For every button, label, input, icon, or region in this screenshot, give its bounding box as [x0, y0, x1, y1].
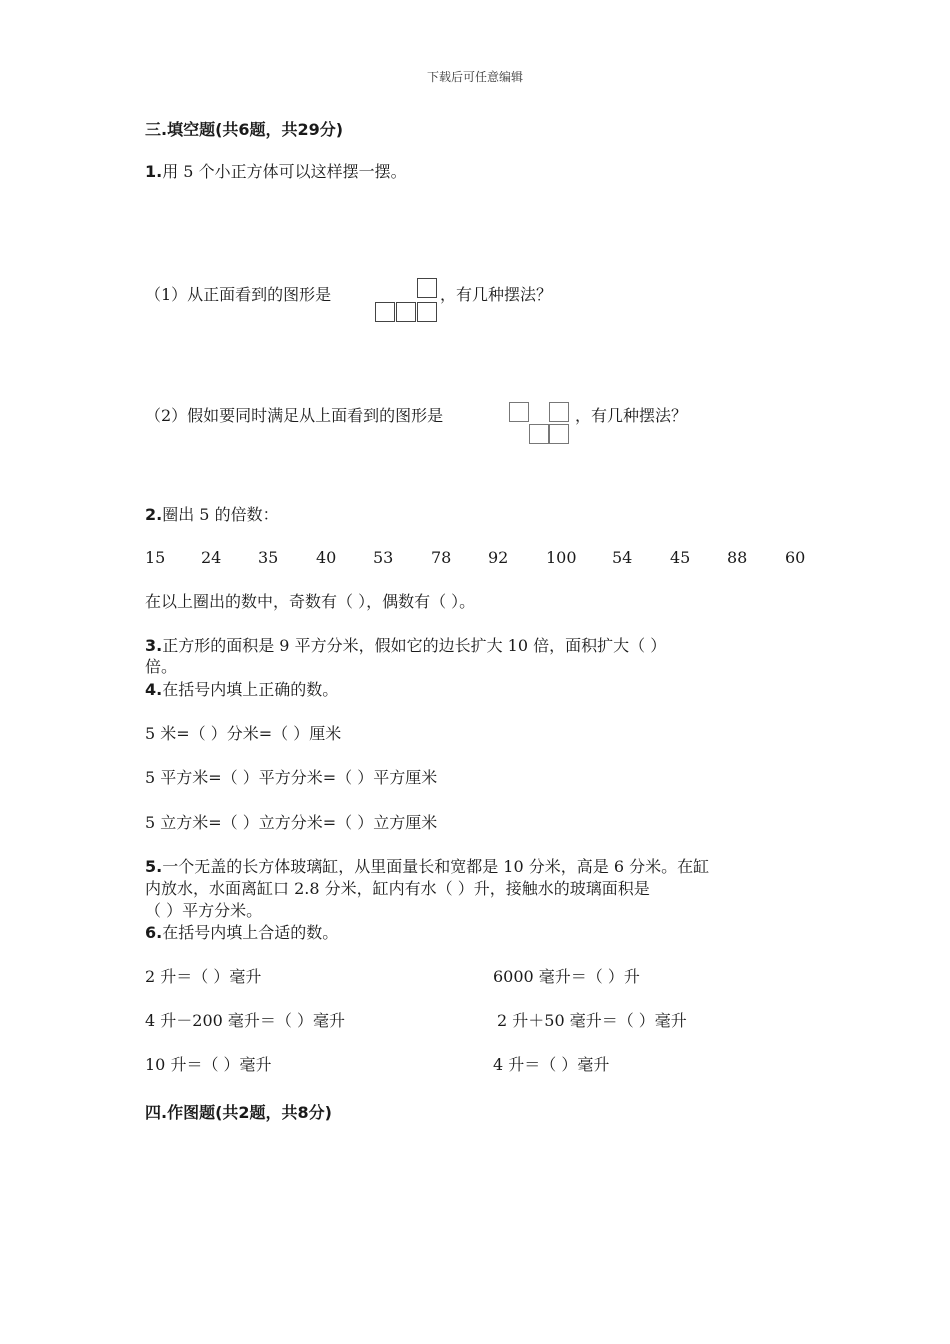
q6-row1-left: 2 升＝（ ）毫升 [145, 967, 262, 986]
number-item: 54 [612, 548, 633, 567]
q6-row2-left: 4 升－200 毫升＝（ ）毫升 [145, 1011, 345, 1030]
question-text: 圈出 5 的倍数： [162, 505, 279, 524]
question-number: 2. [145, 505, 163, 524]
question-text: 在括号内填上合适的数。 [162, 923, 339, 942]
question-number: 3. [145, 636, 163, 655]
q4-line-2: 5 平方米=（ ）平方分米=（ ）平方厘米 [145, 768, 438, 787]
question-number: 1. [145, 162, 163, 181]
number-item: 15 [145, 548, 166, 567]
question-6 [145, 922, 338, 944]
section-title-3: 三.填空题(共6题，共29分) [145, 120, 344, 139]
top-view-figure [509, 402, 571, 446]
q1-part2-text: （2）假如要同时满足从上面看到的图形是 [145, 406, 444, 425]
section-title-4: 四.作图题(共2题，共8分) [145, 1103, 332, 1122]
question-text: 用 5 个小正方体可以这样摆一摆。 [162, 162, 407, 181]
question-text: 正方形的面积是 9 平方分米，假如它的边长扩大 10 倍，面积扩大（ ） [162, 636, 667, 655]
number-item: 24 [201, 548, 222, 567]
number-item: 78 [431, 548, 452, 567]
number-item: 88 [727, 548, 748, 567]
question-5 [145, 856, 709, 878]
question-2 [145, 504, 279, 526]
q4-line-1: 5 米=（ ）分米=（ ）厘米 [145, 724, 342, 743]
q6-row3-right: 4 升＝（ ）毫升 [493, 1055, 610, 1074]
question-1 [145, 161, 407, 183]
q1-part1-text: （1）从正面看到的图形是 [145, 285, 332, 304]
number-item: 45 [670, 548, 691, 567]
question-number: 6. [145, 923, 163, 942]
q6-row1-right: 6000 毫升＝（ ）升 [493, 967, 640, 986]
question-5-cont-2: （ ）平方分米。 [145, 901, 263, 920]
question-number: 5. [145, 857, 163, 876]
q2-answer-line: 在以上圈出的数中，奇数有（ ），偶数有（ ）。 [145, 592, 476, 611]
front-view-figure [375, 278, 437, 324]
q4-line-3: 5 立方米=（ ）立方分米=（ ）立方厘米 [145, 813, 438, 832]
number-item: 53 [373, 548, 394, 567]
question-number: 4. [145, 680, 163, 699]
number-item: 35 [258, 548, 279, 567]
question-text: 一个无盖的长方体玻璃缸，从里面量长和宽都是 10 分米，高是 6 分米。在缸 [162, 857, 710, 876]
question-3-cont: 倍。 [145, 657, 178, 676]
number-item: 60 [785, 548, 806, 567]
question-5-cont-1: 内放水，水面离缸口 2.8 分米，缸内有水（ ）升，接触水的玻璃面积是 [145, 879, 650, 898]
question-3 [145, 635, 666, 657]
page-header: 下载后可任意编辑 [426, 70, 523, 84]
number-item: 92 [488, 548, 509, 567]
number-item: 100 [546, 548, 577, 567]
q1-part2-suffix: ，有几种摆法？ [575, 406, 688, 425]
q6-row3-left: 10 升＝（ ）毫升 [145, 1055, 272, 1074]
q1-part1-suffix: ，有几种摆法？ [440, 285, 553, 304]
question-text: 在括号内填上正确的数。 [162, 680, 339, 699]
q6-row2-right: 2 升＋50 毫升＝（ ）毫升 [497, 1011, 687, 1030]
question-4 [145, 679, 338, 701]
number-item: 40 [316, 548, 337, 567]
